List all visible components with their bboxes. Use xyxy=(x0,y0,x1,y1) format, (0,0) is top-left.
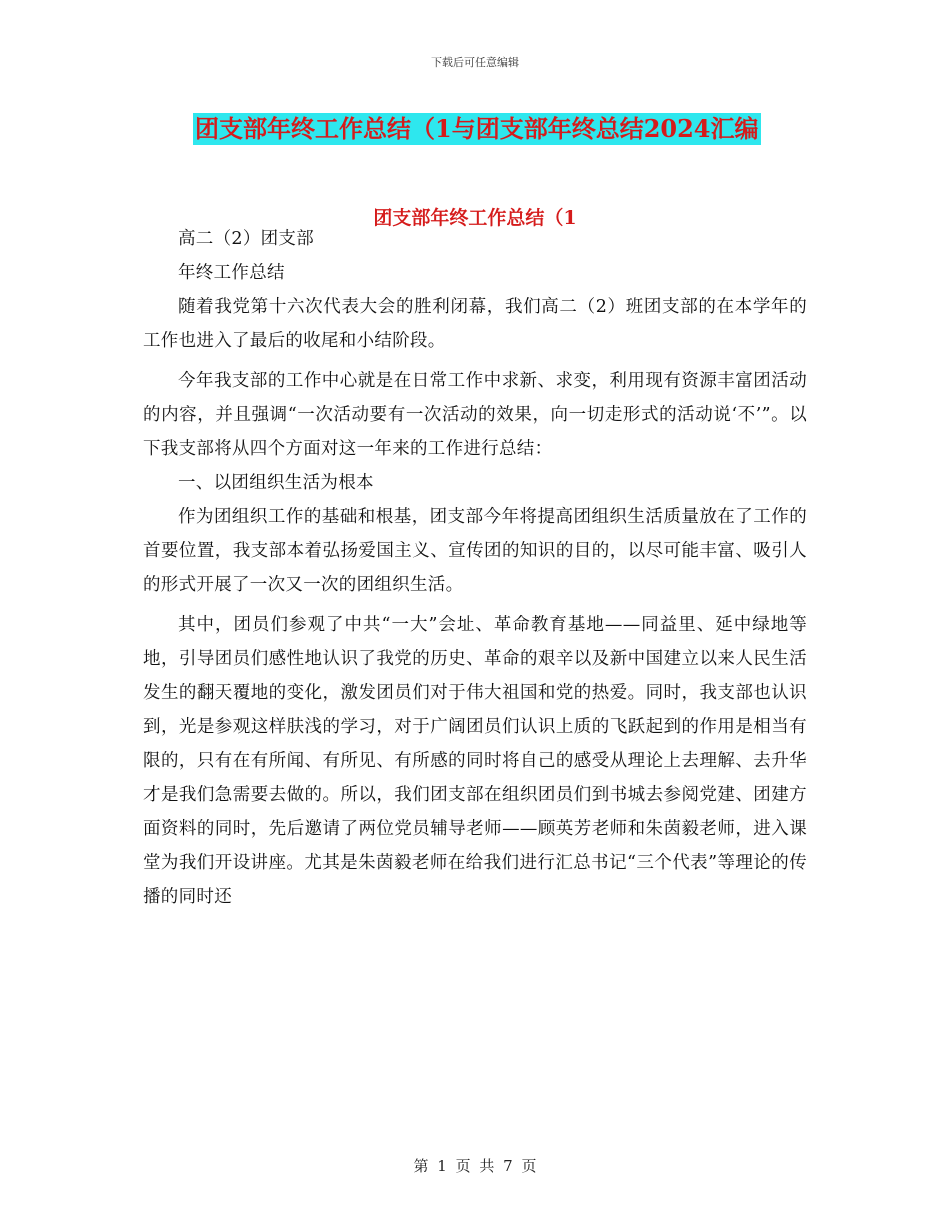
paragraph-focus: 今年我支部的工作中心就是在日常工作中求新、求变，利用现有资源丰富团活动的内容，并且强调“一次活动要有一次活动的效果，向一切走形式的活动说‘不’”。以下我支部将从四个方面对这一年来的工作进行总结： xyxy=(143,371,807,459)
paragraph-class-name: 高二（2）团支部 xyxy=(178,229,315,249)
document-title: 团支部年终工作总结（1与团支部年终总结2024汇编 xyxy=(195,114,759,143)
paragraph-org-life: 作为团组织工作的基础和根基，团支部今年将提高团组织生活质量放在了工作的首要位置，我支部本着弘扬爱国主义、宣传团的知识的目的，以尽可能丰富、吸引人的形式开展了一次又一次的团组织生活。 xyxy=(143,507,807,595)
page-number: 第 1 页 共 7 页 xyxy=(413,1157,537,1175)
paragraph-visits: 其中，团员们参观了中共“一大”会址、革命教育基地——同益里、延中绿地等地，引导团员们感性地认识了我党的历史、革命的艰辛以及新中国建立以来人民生活发生的翻天覆地的变化，激发团员们对于伟大祖国和党的热爱。同时，我支部也认识到，光是参观这样肤浅的学习，对于广阔团员们认识上质的飞跃起到的作用是相当有限的，只有在有所闻、有所见、有所感的同时将自己的感受从理论上去理解、去升华才是我们急需要去做的。所以，我们团支部在组织团员们到书城去参阅党建、团建方面资料的同时，先后邀请了两位党员辅导老师——顾英芳老师和朱茵毅老师，进入课堂为我们开设讲座。尤其是朱茵毅老师在给我们进行汇总书记“三个代表”等理论的传播的同时还 xyxy=(143,615,807,907)
header-note: 下载后可任意编辑 xyxy=(431,56,519,69)
paragraph-intro: 随着我党第十六次代表大会的胜利闭幕，我们高二（2）班团支部的在本学年的工作也进入了最后的收尾和小结阶段。 xyxy=(143,297,807,351)
document-body xyxy=(143,222,807,914)
paragraph-report-name: 年终工作总结 xyxy=(178,263,285,283)
paragraph-heading-one: 一、以团组织生活为根本 xyxy=(178,473,374,493)
section-title: 团支部年终工作总结（1 xyxy=(373,207,577,229)
